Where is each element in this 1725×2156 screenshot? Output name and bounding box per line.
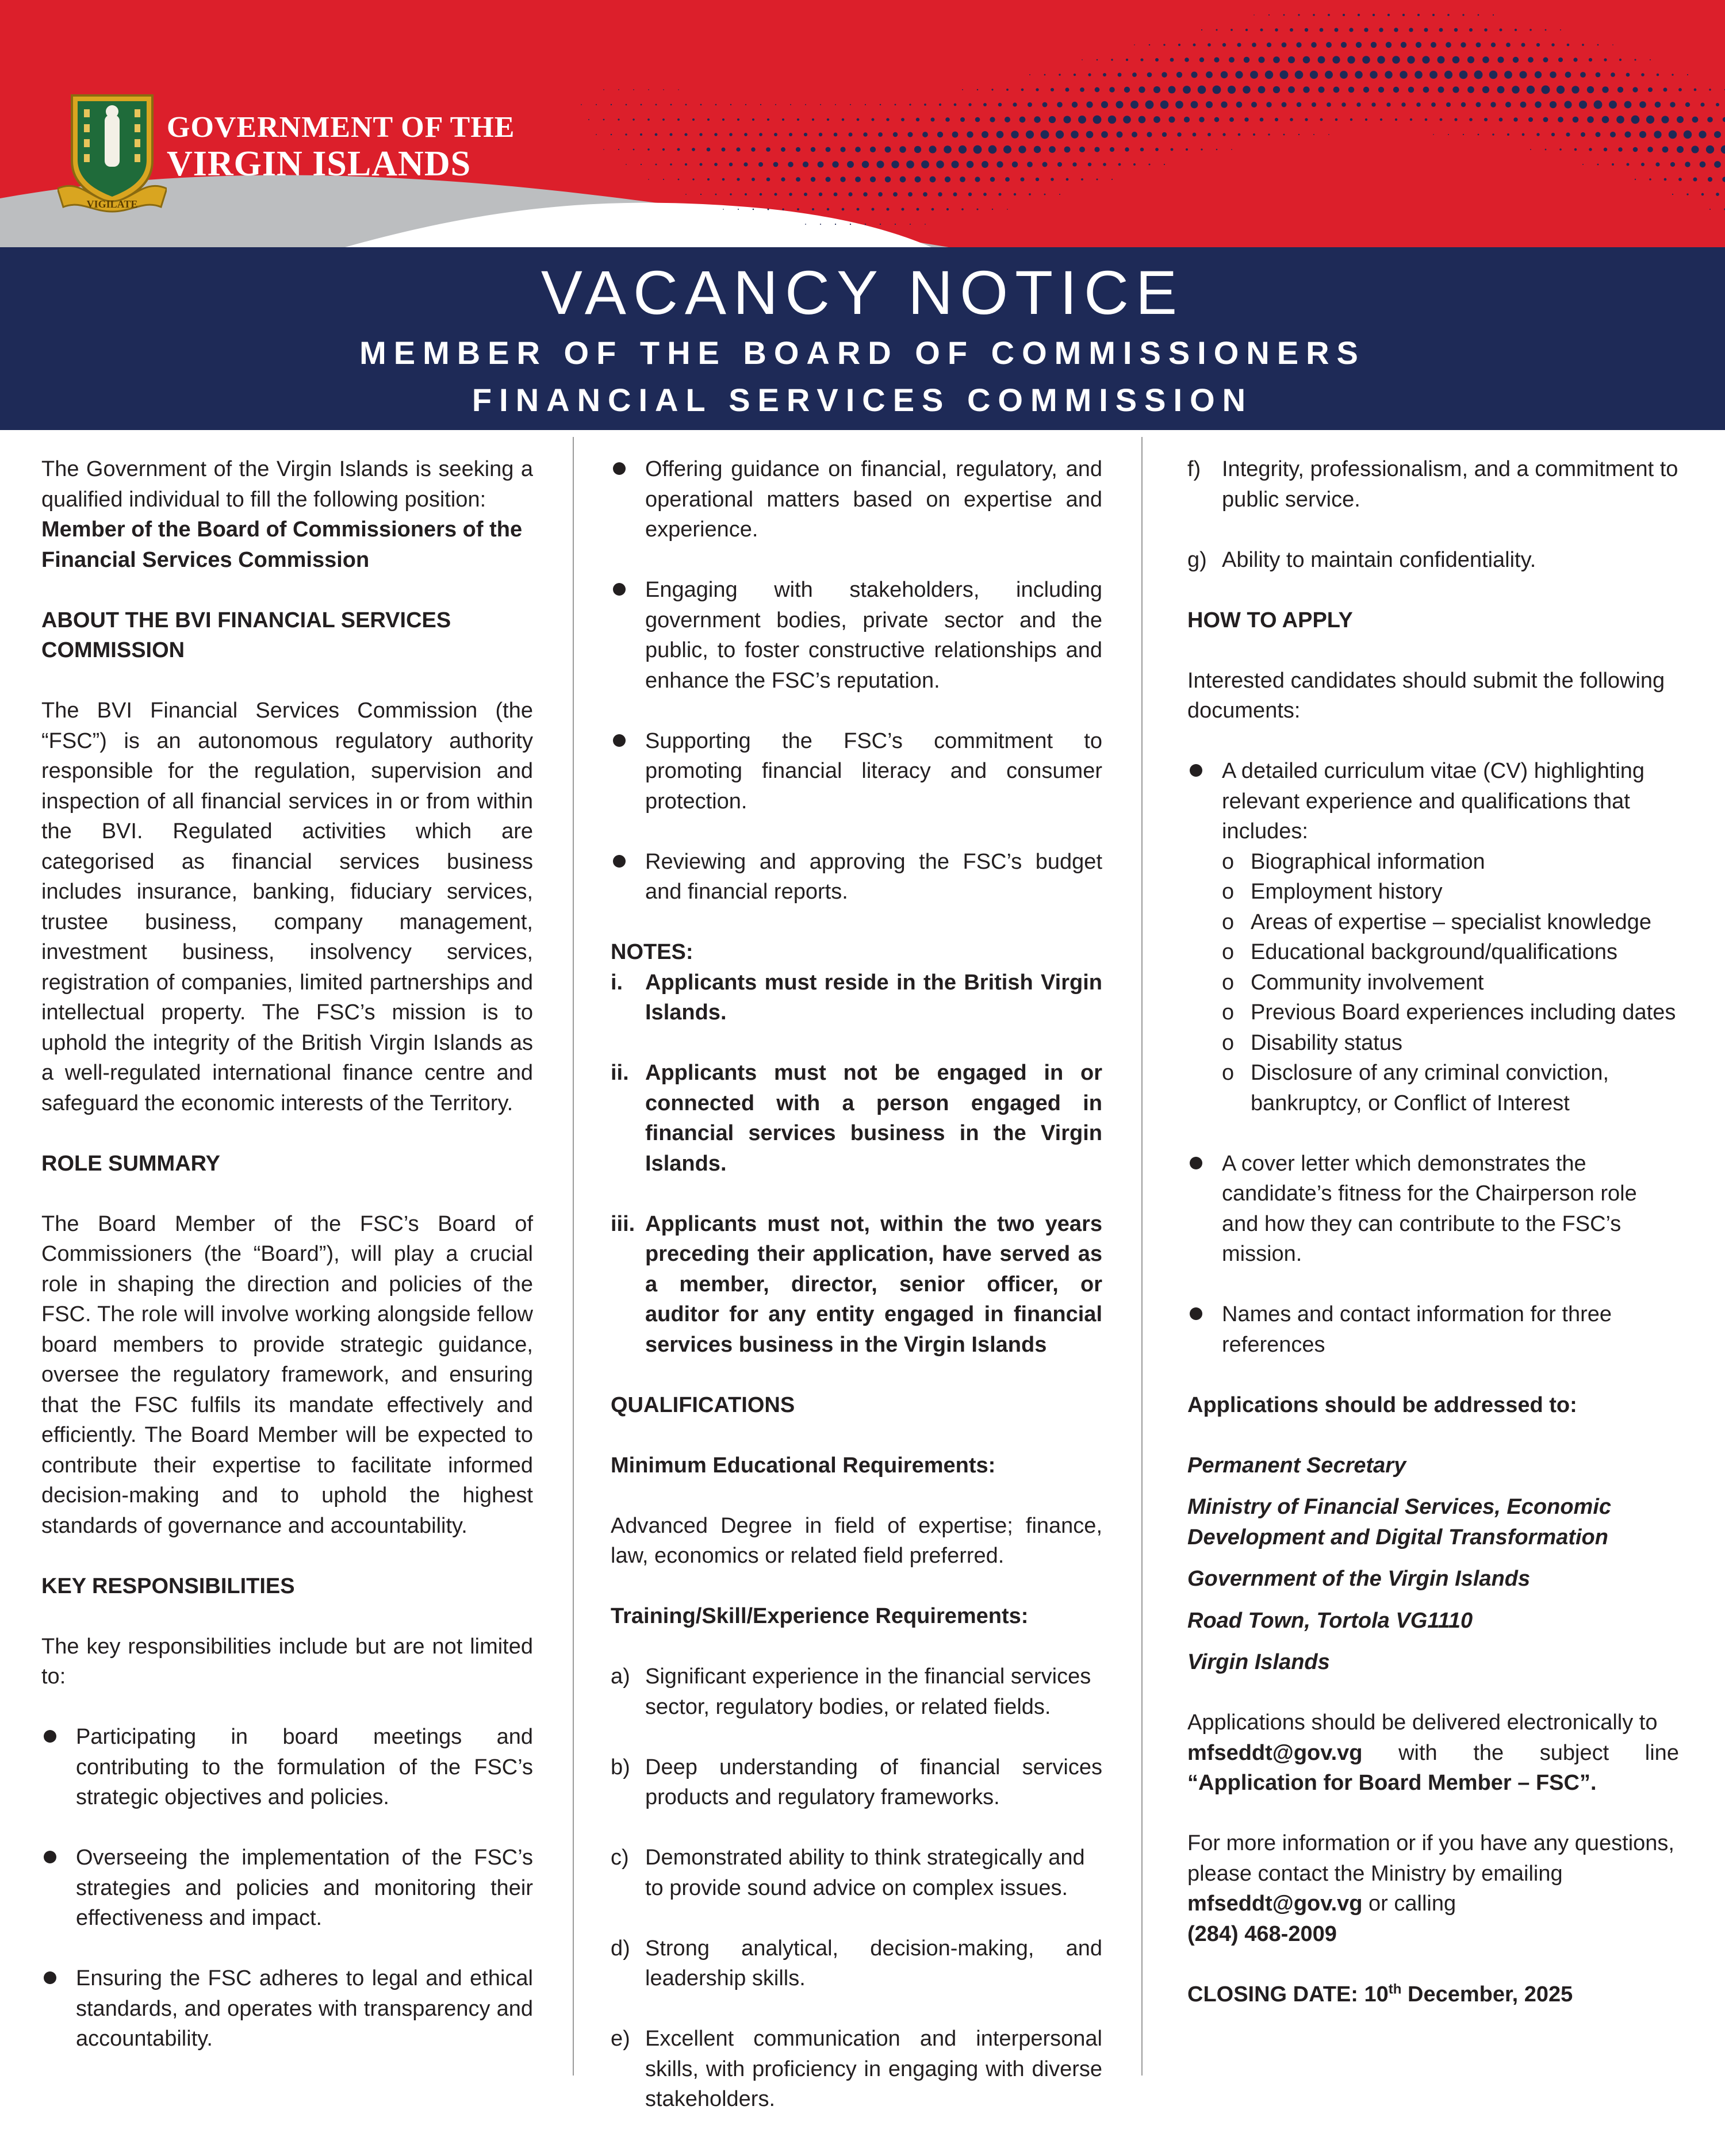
responsibilities-heading: KEY RESPONSIBILITIES xyxy=(41,1574,295,1598)
logo-line2: VIRGIN ISLANDS xyxy=(167,144,471,183)
column-divider xyxy=(1141,437,1143,2076)
closing-date-value: December, 2025 xyxy=(1401,1982,1573,2007)
address-heading: Applications should be addressed to: xyxy=(1187,1392,1577,1417)
training-item xyxy=(611,1662,1102,1722)
sub-item-text: Employment history xyxy=(1251,880,1443,904)
address-line: Government of the Virgin Islands xyxy=(1187,1567,1531,1591)
sub-marker: o xyxy=(1222,1000,1235,1025)
phone-number[interactable]: (284) 468-2009 xyxy=(1187,1921,1337,1946)
notes-heading: NOTES: xyxy=(611,940,693,964)
info-or: or calling xyxy=(1368,1892,1456,1916)
info-text: For more information or if you have any questions, please contact the Ministry by emailing xyxy=(1187,1831,1674,1886)
column-divider xyxy=(573,437,574,2076)
note-text: Applicants must not, within the two years preceding their application, have served as a member, director, senior officer, or auditor for any entity engaged in financial services business in the Virgin Islands xyxy=(645,1211,1102,1357)
training-text: Demonstrated ability to think strategically and to provide sound advice on complex issues. xyxy=(645,1846,1085,1900)
sub-list-item xyxy=(1222,1058,1679,1118)
about-heading: ABOUT THE BVI FINANCIAL SERVICES COMMISSION xyxy=(41,608,451,662)
training-text: Excellent communication and interpersonal skills, with proficiency in engaging with diverse stakeholders. xyxy=(645,2027,1102,2111)
sub-item-text: Disclosure of any criminal conviction, bankruptcy, or Conflict of Interest xyxy=(1251,1061,1609,1115)
training-heading: Training/Skill/Experience Requirements: xyxy=(611,1604,1029,1628)
address-line: Ministry of Financial Services, Economic Development and Digital Transformation xyxy=(1187,1495,1612,1549)
note-text: Applicants must not be engaged in or connected with a person engaged in financial services business in the Virgin Islands. xyxy=(645,1061,1102,1176)
apply-heading: HOW TO APPLY xyxy=(1187,608,1353,632)
delivery-word: line xyxy=(1644,1740,1679,1765)
education-heading: Minimum Educational Requirements: xyxy=(611,1453,996,1478)
training-text: Deep understanding of financial services products and regulatory frameworks. xyxy=(645,1755,1102,1809)
notice-title: VACANCY NOTICE xyxy=(540,258,1184,327)
list-item: Reviewing and approving the FSC’s budget and financial reports. xyxy=(611,847,1102,907)
qualifications-heading: QUALIFICATIONS xyxy=(611,1392,795,1417)
cv-sublist xyxy=(1222,847,1679,1119)
closing-superscript: th xyxy=(1388,1981,1402,1997)
column-right xyxy=(1187,454,1679,2009)
training-text: Strong analytical, decision-making, and leadership skills. xyxy=(645,1936,1102,1990)
training-list xyxy=(611,1662,1102,2115)
sub-item-text: Disability status xyxy=(1251,1030,1402,1055)
government-logo xyxy=(57,92,515,210)
sub-list-item xyxy=(1222,847,1679,877)
responsibilities-intro: The key responsibilities include but are not limited to: xyxy=(41,1634,533,1689)
sub-item-text: Community involvement xyxy=(1251,970,1484,995)
closing-label: CLOSING DATE: 10 xyxy=(1187,1982,1389,2007)
list-item: A cover letter which demonstrates the candidate’s fitness for the Chairperson role and how they can contribute to the FSC’s mission. xyxy=(1187,1149,1679,1269)
closing-date xyxy=(1187,1979,1679,2010)
list-item: Offering guidance on financial, regulatory, and operational matters based on expertise and experience. xyxy=(611,454,1102,545)
note-marker: iii. xyxy=(611,1211,635,1236)
training-item xyxy=(1187,545,1679,576)
sub-marker: o xyxy=(1222,880,1235,904)
address-line: Road Town, Tortola VG1110 xyxy=(1187,1608,1473,1633)
note-marker: i. xyxy=(611,970,623,995)
list-item xyxy=(1187,756,1679,1118)
sub-list-item xyxy=(1222,998,1679,1028)
sub-list-item xyxy=(1222,907,1679,938)
apply-intro: Interested candidates should submit the following documents: xyxy=(1187,668,1665,723)
sub-marker: o xyxy=(1222,910,1235,934)
responsibilities-list xyxy=(41,1722,533,2054)
list-item: Participating in board meetings and contributing to the formulation of the FSC’s strategic objectives and policies. xyxy=(41,1722,533,1813)
delivery-word: with xyxy=(1398,1740,1438,1765)
sub-marker: o xyxy=(1222,970,1235,995)
training-marker: g) xyxy=(1187,547,1207,572)
mailing-address xyxy=(1187,1451,1679,1678)
sub-item-text: Educational background/qualifications xyxy=(1251,940,1617,964)
note-item xyxy=(611,968,1102,1028)
sub-marker: o xyxy=(1222,940,1235,964)
intro-text: The Government of the Virgin Islands is seeking a qualified individual to fill the following position: xyxy=(41,457,533,512)
list-item: Overseeing the implementation of the FSC’s strategies and policies and monitoring their effectiveness and impact. xyxy=(41,1843,533,1934)
sub-marker: o xyxy=(1222,1030,1235,1055)
list-item: Ensuring the FSC adheres to legal and ethical standards, and operates with transparency and accountability. xyxy=(41,1963,533,2054)
list-item: Engaging with stakeholders, including government bodies, private sector and the public, to foster constructive relationships and enhance the FSC’s reputation. xyxy=(611,575,1102,696)
sub-list-item xyxy=(1222,1028,1679,1058)
training-item xyxy=(611,1843,1102,1903)
email-link[interactable]: mfseddt@gov.vg xyxy=(1187,1892,1363,1916)
note-text: Applicants must reside in the British Virgin Islands. xyxy=(645,970,1102,1025)
position-title: Member of the Board of Commissioners of the Financial Services Commission xyxy=(41,517,523,572)
logo-text xyxy=(167,113,515,182)
training-marker: c) xyxy=(611,1846,629,1870)
training-text: Significant experience in the financial services sector, regulatory bodies, or related fields. xyxy=(645,1664,1091,1719)
responsibilities-list-continued xyxy=(611,454,1102,907)
training-marker: a) xyxy=(611,1664,630,1689)
documents-list xyxy=(1187,756,1679,1360)
delivery-word: the xyxy=(1473,1740,1504,1765)
logo-line1: GOVERNMENT OF THE xyxy=(167,111,515,144)
address-line: Permanent Secretary xyxy=(1187,1453,1406,1478)
training-list-continued xyxy=(1187,454,1679,575)
email-link[interactable]: mfseddt@gov.vg xyxy=(1187,1740,1363,1765)
note-item xyxy=(611,1209,1102,1360)
sub-item-text: Previous Board experiences including dates xyxy=(1251,1000,1676,1025)
halftone-dots xyxy=(581,14,1725,225)
address-line: Virgin Islands xyxy=(1187,1650,1330,1674)
training-marker: b) xyxy=(611,1755,630,1779)
training-item xyxy=(1187,454,1679,515)
note-item xyxy=(611,1058,1102,1179)
sub-list-item xyxy=(1222,937,1679,968)
crest-motto: VIGILATE xyxy=(86,198,138,210)
education-text: Advanced Degree in field of expertise; finance, law, economics or related field preferred. xyxy=(611,1513,1102,1568)
crest-icon xyxy=(57,92,167,213)
role-heading: ROLE SUMMARY xyxy=(41,1151,221,1176)
training-item xyxy=(611,2024,1102,2115)
sub-list-item xyxy=(1222,877,1679,907)
contact-info xyxy=(1187,1828,1679,1949)
list-item: Names and contact information for three references xyxy=(1187,1299,1679,1360)
list-item: Supporting the FSC’s commitment to promoting financial literacy and consumer protection. xyxy=(611,726,1102,817)
organization-subtitle: FINANCIAL SERVICES COMMISSION xyxy=(471,382,1254,418)
delivery-instructions xyxy=(1187,1708,1679,1798)
title-banner xyxy=(0,247,1725,430)
sub-item-text: Areas of expertise – specialist knowledge xyxy=(1251,910,1652,934)
intro-paragraph xyxy=(41,454,533,515)
sub-marker: o xyxy=(1222,1061,1235,1085)
training-marker: e) xyxy=(611,2027,630,2051)
role-paragraph: The Board Member of the FSC’s Board of Commissioners (the “Board”), will play a crucial role in shaping the direction and policies of the FSC. The role will involve working alongside fellow board members to provide strategic guidance, oversee the regulatory framework, and ensuring that the FSC fulfils its mandate effectively and efficiently. The Board Member will be expected to contribute their expertise to facilitate informed decision-making and to uphold the highest standards of governance and accountability. xyxy=(41,1211,533,1538)
delivery-text: Applications should be delivered electronically to xyxy=(1187,1710,1658,1735)
training-item xyxy=(611,1934,1102,1994)
subject-line: “Application for Board Member – FSC”. xyxy=(1187,1771,1597,1795)
training-item xyxy=(611,1752,1102,1813)
cv-item-text: A detailed curriculum vitae (CV) highlighting relevant experience and qualifications that includes: xyxy=(1222,759,1645,843)
training-text: Integrity, professionalism, and a commitment to public service. xyxy=(1222,457,1678,512)
position-subtitle: MEMBER OF THE BOARD OF COMMISSIONERS xyxy=(359,335,1366,371)
column-middle xyxy=(611,454,1102,2145)
notes-list xyxy=(611,968,1102,1360)
training-marker: f) xyxy=(1187,457,1201,481)
header xyxy=(0,0,1725,247)
training-text: Ability to maintain confidentiality. xyxy=(1222,547,1536,572)
note-marker: ii. xyxy=(611,1061,629,1085)
delivery-word: subject xyxy=(1539,1740,1609,1765)
about-paragraph: The BVI Financial Services Commission (the “FSC”) is an autonomous regulatory authority responsible for the regulation, supervision and inspection of all financial services in or from within the BVI. Regulated activities which are categorised as financial services business includes insurance, banking, fiduciary services, trustee business, company management, investment business, insolvency services, registration of companies, limited partnerships and intellectual property. The FSC’s mission is to uphold the integrity of the British Virgin Islands as a well-regulated international finance centre and safeguard the economic interests of the Territory. xyxy=(41,699,533,1115)
sub-marker: o xyxy=(1222,849,1235,874)
column-left xyxy=(41,454,533,2084)
sub-list-item xyxy=(1222,968,1679,998)
sub-item-text: Biographical information xyxy=(1251,849,1485,874)
delivery-email-line xyxy=(1187,1738,1679,1768)
training-marker: d) xyxy=(611,1936,630,1961)
